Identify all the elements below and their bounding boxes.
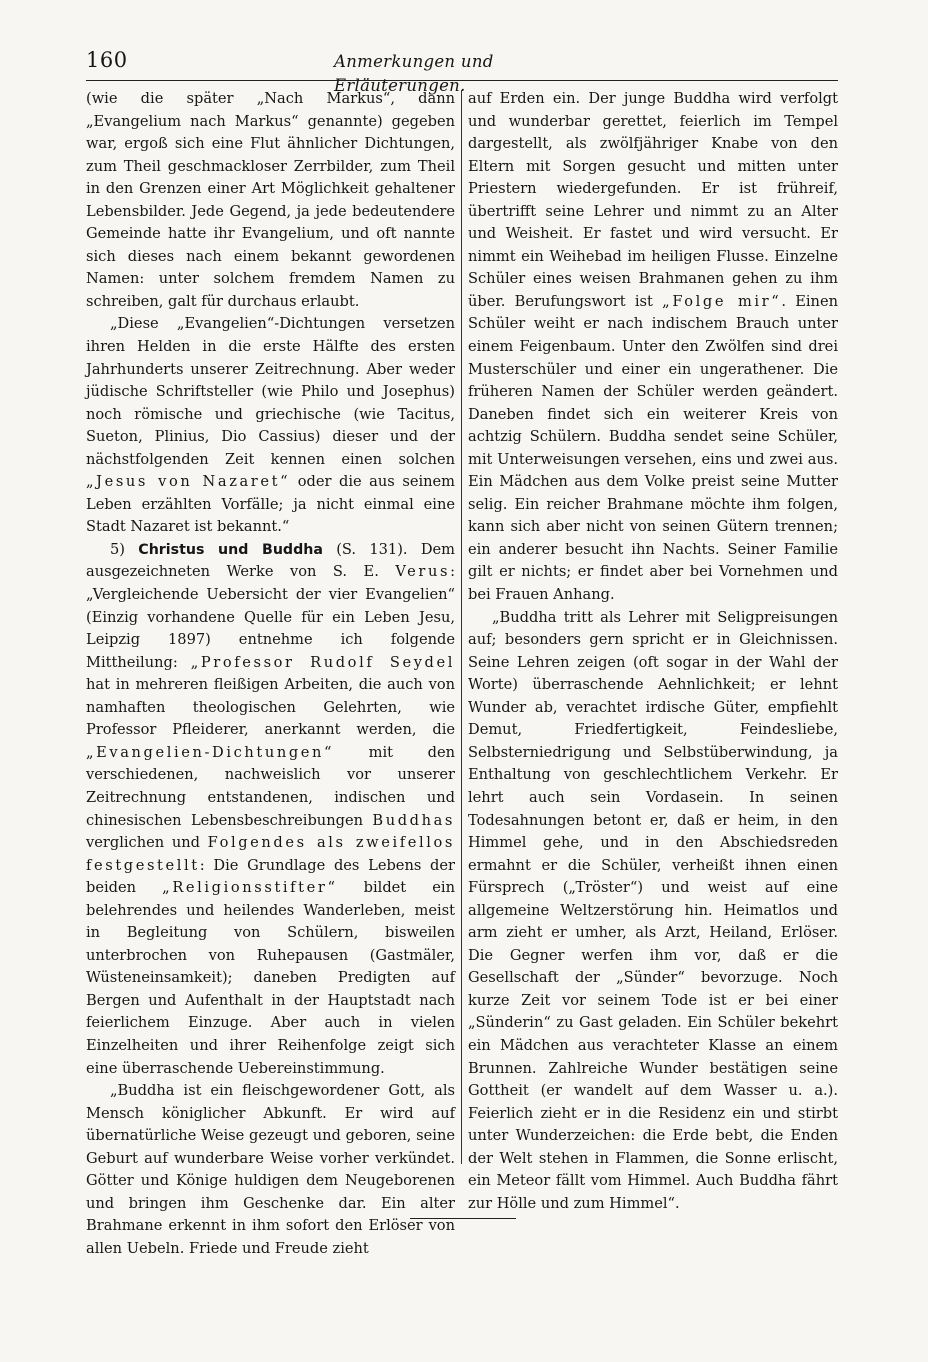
paragraph: „Buddha tritt als Lehrer mit Seligpreisungen auf; besonders gern spricht er in Gleichnissen. Seine Lehren zeigen (oft sogar in der Wahl der Worte) überraschende Aehnlichkeit; er lehnt Wunder ab, verachtet irdische Güter, empfiehlt Demut, Friedfertigkeit, Feindesliebe, Selbsterniedrigung und Selbstüberwindung, ja Enthaltung von geschlechtlichem Verkehr. Er lehrt auch sein Vordasein. In seinen Todesahnungen betont er, daß er heim, in den Himmel gehe, und in den Abschiedsreden ermahnt er die Schüler, verheißt ihnen einen Fürsprech („Tröster“) und weist auf eine allgemeine Weltzerstörung hin. Heimatlos und arm zieht er umher, als Arzt, Heiland, Erlöser. Die Gegner werfen ihm vor, daß er die Gesellschaft der „Sünder“ bevorzuge. Noch kurze Zeit vor seinem Tode ist er bei einer „Sünderin“ zu Gast geladen. Ein Schüler bekehrt ein Mädchen aus verachteter Klasse an einem Brunnen. Zahlreiche Wunder bestätigen seine Gottheit (er wandelt auf dem Wasser u. a.). Feierlich zieht er in die Residenz ein und stirbt unter Wunderzeichen: die Erde bebt, die Enden der Welt stehen in Flammen, die Sonne erlischt, ein Meteor fällt vom Himmel. Auch Buddha fährt zur Hölle und zum Himmel“. [468,608,838,1212]
footnote-number: 5) [110,540,139,558]
paragraph [86,539,455,1080]
text-run: : „Vergleichende Uebersicht der vier Evangelien“ (Einzig vorhandene Quelle für ein Leben Jesu, Leipzig 1897) entnehme ich folgende Mittheilung: [86,563,455,671]
end-rule [410,1218,516,1219]
running-head: Anmerkungen und Erläuterungen. [334,52,494,95]
text-run: : Die Grundlage des Lebens der beiden [86,856,455,897]
text-run: hat in mehreren fleißigen Arbeiten, die auch von namhaften theologischen Gelehrten, wie Professor Pfleiderer, anerkannt werden, die [86,676,455,739]
text-run: . Einen Schüler weiht er nach indischem Brauch unter einem Feigenbaum. Unter den Zwölfen sind drei Musterschüler und einer ein ungerathener. Die früheren Namen der Schüler werden geändert. Daneben findet sich ein weiterer Kreis von achtzig Schülern. Buddha sendet seine Schüler, mit Unterweisungen versehen, eins und zwei aus. Ein Mädchen aus dem Volke preist seine Mutter selig. Ein reicher Brahmane möchte ihm folgen, kann sich aber nicht von seinen Gütern trennen; ein anderer besucht ihn Nachts. Seiner Familie gilt er nichts; er findet aber bei Vornehmen und bei Frauen Anhang. [468,292,838,604]
spaced-text: „Folge mir“ [662,292,782,310]
left-column [86,88,455,1260]
column-divider [461,90,462,1164]
text-run: (S. 131). Dem ausgezeichneten Werke von S. E. [86,540,456,581]
header-rule [86,80,838,81]
paragraph: „Buddha ist ein fleischgewordener Gott, als Mensch königlicher Abkunft. Er wird auf übernatürliche Weise gezeugt und geboren, seine Geburt auf wunderbare Weise vorher verkündet. Götter und Könige huldigen dem Neugeborenen und bringen ihm Geschenke dar. Ein alter Brahmane erkennt in ihm sofort den Erlöser von allen Uebeln. Friede und Freude zieht [86,1082,455,1257]
text-run: auf Erden ein. Der junge Buddha wird verfolgt und wunderbar gerettet, feierlich im Tempel dargestellt, als zwölfjähriger Knabe von den Eltern mit Sorgen gesucht und mitten unter Priestern wiedergefunden. Er ist frühreif, übertrifft seine Lehrer und nimmt zu an Alter und Weisheit. Er fastet und wird versucht. Er nimmt ein Weihebad im heiligen Flusse. Einzelne Schüler eines weisen Brahmanen gehen zu ihm über. Berufungswort ist [468,90,838,310]
text-run: verglichen und [86,834,208,852]
paragraph [468,88,838,607]
text-run: bildet ein belehrendes und heilendes Wanderleben, meist in Begleitung von Schülern, bisweilen unterbrochen von Ruhepausen (Gastmäler, Wüsteneinsamkeit); daneben Predigten auf Bergen und Aufenthalt in der Hauptstadt nach feierlichem Einzuge. Aber auch in vielen Einzelheiten und ihrer Reihenfolge zeigt sich eine überraschende Uebereinstimmung. [86,879,455,1077]
paragraph [86,313,455,538]
section-heading: Christus und Buddha [138,541,323,558]
text-run: mit den verschiedenen, nachweislich vor unserer Zeitrechnung entstandenen, indischen und chinesischen Lebensbeschreibungen [86,743,455,829]
paragraph: (wie die später „Nach Markus“, dann „Evangelium nach Markus“ genannte) gegeben war, ergoß sich eine Flut ähnlicher Dichtungen, zum Theil geschmackloser Zerrbilder, zum Theil in den Grenzen einer Art Möglichkeit gehaltener Lebensbilder. Jede Gegend, ja jede bedeutendere Gemeinde hatte ihr Evangelium, und oft nannte sich dieses nach einem bekannt gewordenen Namen: unter solchem fremdem Namen zu schreiben, galt für durchaus erlaubt. [86,90,455,310]
spaced-text: „Jesus von Nazaret“ [86,473,291,491]
spaced-text: Buddhas [372,811,455,829]
right-column [468,88,838,1215]
spaced-text: Folgendes als zweifellos festgestellt [86,834,456,874]
spaced-text: Verus [395,563,451,581]
spaced-text: „Professor Rudolf Seydel [190,653,455,671]
text-run: „Diese „Evangelien“-Dichtungen versetzen ihren Helden in die erste Hälfte des ersten Jahrhunderts unserer Zeitrechnung. Aber weder jüdische Schriftsteller (wie Philo und Josephus) noch römische und griechische (wie Tacitus, Sueton, Plinius, Dio Cassius) dieser und der nächstfolgenden Zeit kennen einen solchen [86,315,455,468]
text-run: oder die aus seinem Leben erzählten Vorfälle; ja nicht einmal eine Stadt Nazaret ist bekannt.“ [86,473,455,536]
spaced-text: „Religionsstifter“ [162,879,338,897]
page-number: 160 [86,48,128,72]
spaced-text: „Evangelien-Dichtungen“ [86,743,335,761]
